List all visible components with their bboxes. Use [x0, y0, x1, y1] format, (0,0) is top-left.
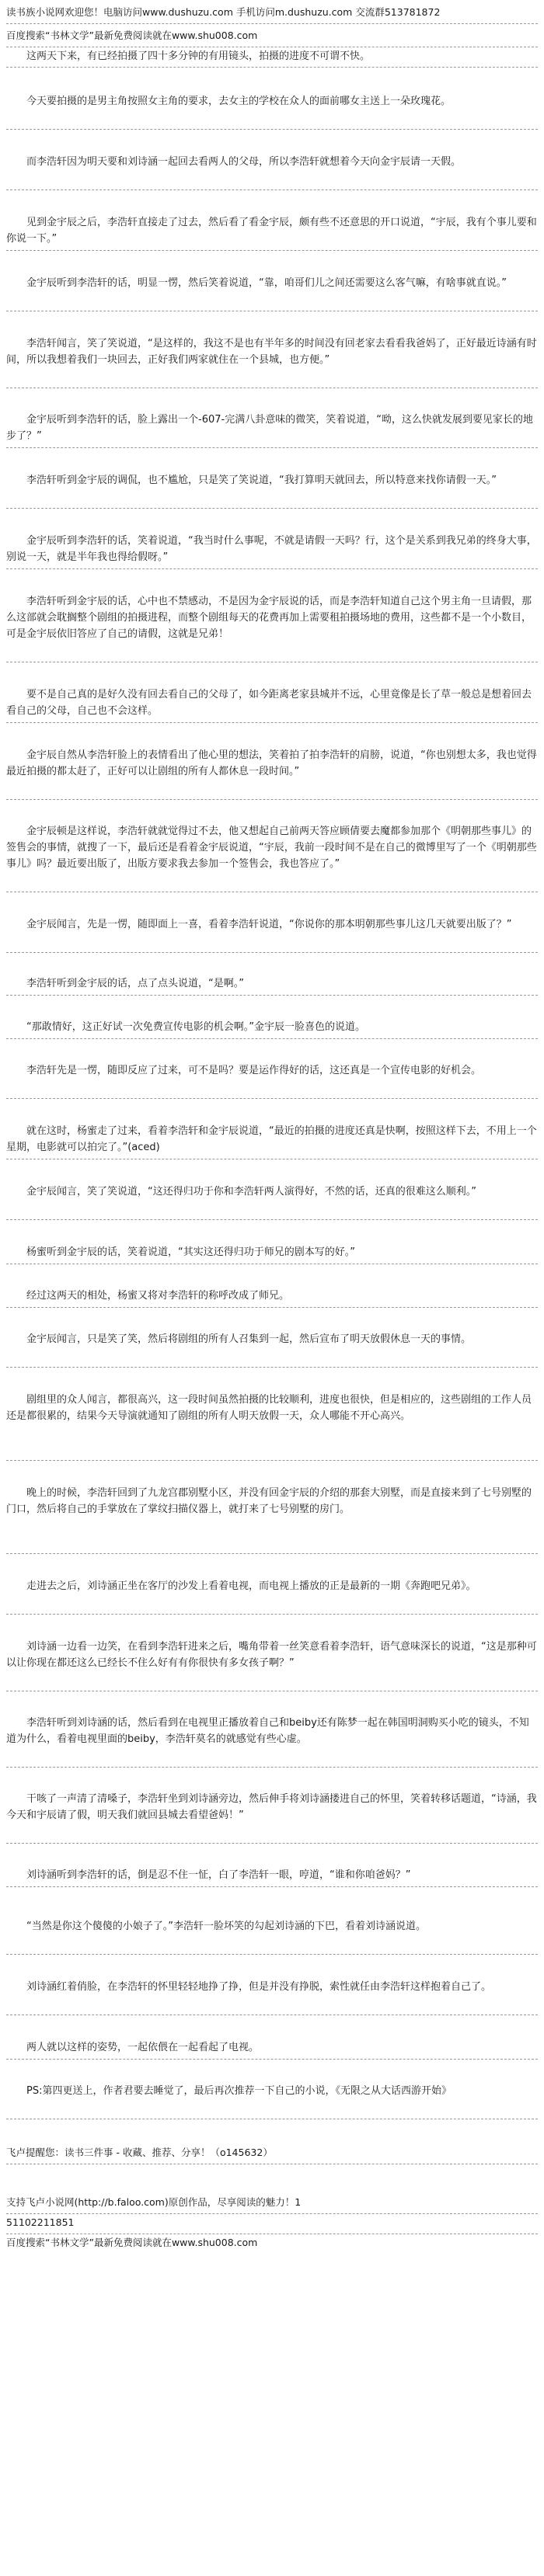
divider — [6, 1843, 538, 1844]
divider — [6, 1307, 538, 1308]
paragraph: 就在这时，杨蜜走了过来，看着李浩轩和金宇辰说道，“最近的拍摄的进度还真是快啊，按照这样下去，不用上一个星期，电影就可以拍完了。”(aced) — [6, 1125, 537, 1153]
paragraph: “当然是你这个傻傻的小娘子了。”李浩轩一脸坏笑的勾起刘诗涵的下巴，看着刘诗涵说道。 — [26, 1921, 426, 1932]
divider — [6, 67, 538, 68]
paragraph: 金宇辰顿是这样说，李浩轩就就觉得过不去，他又想起自己前两天答应顾倩要去魔都参加那个《明朝那些事儿》的签售会的事情，就搜了一下，最后还是看着金宇辰说道，“宇辰，我前一段时间不是在自己的微博里写了一个《明朝那些事儿》吗？最近要出版了，出版方要求我去参加一个签售会，我也答应了。” — [6, 826, 537, 870]
paragraph: 剧组里的众人闻言，都很高兴，这一段时间虽然拍摄的比较顺利，进度也很快，但是相应的，这些剧组的工作人员还是都很累的，结果今天导演就通知了剧组的所有人明天放假一天，众人哪能不开心高兴。 — [6, 1394, 532, 1422]
paragraph: 今天要拍摄的是男主角按照女主角的要求，去女主的学校在众人的面前哪女主送上一朵玫瑰花。 — [26, 96, 452, 107]
divider — [6, 722, 538, 723]
divider — [6, 799, 538, 800]
paragraph: 李浩轩听到金宇辰的话，点了点头说道，“是啊。” — [26, 978, 244, 989]
divider — [6, 1038, 538, 1039]
divider — [6, 1614, 538, 1615]
paragraph: 而李浩轩因为明天要和刘诗涵一起回去看两人的父母，所以李浩轩就想着今天向金宇辰请一天假。 — [26, 156, 462, 168]
paragraph: 金宇辰闻言，先是一愣，随即面上一喜，看着李浩轩说道，“你说你的那本明朝那些事儿这几天就要出版了？” — [26, 919, 512, 930]
paragraph: 晚上的时候，李浩轩回到了九龙宫郡别墅小区，并没有回金宇辰的介绍的那套大别墅，而是直接来到了七号别墅的门口，然后将自己的手掌放在了掌纹扫描仪器上，就打来了七号别墅的房门。 — [6, 1487, 532, 1515]
paragraph: 干咳了一声清了清嗓子，李浩轩坐到刘诗涵旁边，然后伸手将刘诗涵搂进自己的怀里，笑着转移话题道，“诗涵，我今天和宇辰请了假，明天我们就回县城去看望爸妈！” — [6, 1793, 537, 1821]
divider — [6, 1954, 538, 1955]
paragraph: 金宇辰听到李浩轩的话，笑着说道，“我当时什么事呢，不就是请假一天吗？行，这个是关系到我兄弟的终身大事，别说一天，就是半年我也得给假呀。” — [6, 535, 537, 563]
divider — [6, 1367, 538, 1368]
paragraph: 要不是自己真的是好久没有回去看自己的父母了，如今距离老家县城并不远，心里竟像是长了草一般总是想着回去看自己的父母，自己也不会这样。 — [6, 689, 532, 717]
divider — [6, 508, 538, 509]
paragraph: 见到金宇辰之后，李浩轩直接走了过去，然后看了看金宇辰，颇有些不还意思的开口说道，“宇辰，我有个事儿要和你说一下。” — [6, 217, 537, 245]
divider — [6, 952, 538, 953]
paragraph: 金宇辰闻言，笑了笑说道，“这还得归功于你和李浩轩两人演得好，不然的话，还真的很难这么顺利。” — [26, 1186, 476, 1198]
paragraph: 杨蜜听到金宇辰的话，笑着说道，“其实这还得归功于师兄的剧本写的好。” — [26, 1246, 355, 1258]
paragraph: 刘诗涵一边看一边笑，在看到李浩轩进来之后，嘴角带着一丝笑意看着李浩轩，语气意味深长的说道，“这是那种可以让你现在都还这么已经长不住么好有有你很快有多女孩子啊？” — [6, 1641, 537, 1669]
paragraph: 这两天下来，有已经拍摄了四十多分钟的有用镜头，拍摄的进度不可谓不快。 — [26, 50, 371, 62]
divider — [6, 2059, 538, 2060]
book-id: 51102211851 — [6, 2216, 75, 2228]
paragraph: 金宇辰听到李浩轩的话，明显一愣，然后笑着说道，“靠，咱哥们儿之间还需要这么客气嘛，有啥事就直说。” — [26, 277, 507, 289]
search-promo: 百度搜索“书林文学”最新免费阅读就在www.shu008.com — [6, 30, 258, 41]
paragraph: 李浩轩听到金宇辰的话，心中也不禁感动，不是因为金宇辰说的话，而是李浩轩知道自己这个男主角一旦请假，那么这部就会耽搁整个剧组的拍摄进程，而整个剧组每天的花费再加上需要租拍摄场地的费用，这些都不是一个小数目，可是金宇辰依旧答应了自己的请假，这就是兄弟！ — [6, 596, 532, 640]
paragraph: 金宇辰闻言，只是笑了笑，然后将剧组的所有人召集到一起，然后宣布了明天放假休息一天的事情。 — [26, 1333, 472, 1345]
paragraph: 李浩轩听到刘诗涵的话，然后看到在电视里正播放着自己和beiby还有陈梦一起在韩国明洞购买小吃的镜头，不知道为什么，看着电视里面的beiby，李浩轩莫名的就感觉有些心虚。 — [6, 1717, 529, 1745]
paragraph: 金宇辰自然从李浩轩脸上的表情看出了他心里的想法，笑着拍了拍李浩轩的肩膀，说道，“你也别想太多，我也觉得最近拍摄的都太赶了，正好可以让剧组的所有人都休息一段时间。” — [6, 749, 537, 777]
site-banner: 读书族小说网欢迎您！电脑访问www.dushuzu.com 手机访问m.dushuzu.com 交流群513781872 — [6, 6, 441, 18]
author-note: PS:第四更送上，作者君要去睡觉了，最后再次推荐一下自己的小说，《无限之从大话西游开始》 — [26, 2085, 452, 2097]
divider — [6, 2213, 538, 2214]
divider — [6, 568, 538, 569]
paragraph: 刘诗涵红着俏脸，在李浩轩的怀里轻轻地挣了挣，但是并没有挣脱，索性就任由李浩轩这样抱着自己了。 — [26, 1981, 492, 1993]
divider — [6, 1553, 538, 1554]
divider — [6, 1219, 538, 1220]
paragraph: 经过这两天的相处，杨蜜又将对李浩轩的称呼改成了师兄。 — [26, 1290, 290, 1302]
paragraph: 李浩轩先是一愣，随即反应了过来，可不是吗？要是运作得好的话，这还真是一个宣传电影的好机会。 — [26, 1065, 482, 1076]
divider — [6, 23, 538, 24]
divider — [6, 1460, 538, 1461]
paragraph: 刘诗涵听到李浩轩的话，倒是忍不住一怔，白了李浩轩一眼，哼道，“谁和你咱爸妈？” — [26, 1869, 411, 1881]
divider — [6, 189, 538, 190]
support-notice: 支持飞卢小说网(http://b.faloo.com)原创作品，尽享阅读的魅力！1 — [6, 2196, 302, 2208]
divider — [6, 1886, 538, 1887]
paragraph: 金宇辰听到李浩轩的话，脸上露出一个-607-完满八卦意味的微笑，笑着说道，“呦，这么快就发展到要见家长的地步了？” — [6, 414, 533, 442]
paragraph: “那敢情好，这正好试一次免费宣传电影的机会啊。”金宇辰一脸喜色的说道。 — [26, 1021, 365, 1033]
paragraph: 两人就以这样的姿势，一起依偎在一起看起了电视。 — [26, 2042, 260, 2053]
divider — [6, 1767, 538, 1768]
divider — [6, 129, 538, 130]
paragraph: 李浩轩听到金宇辰的调侃，也不尴尬，只是笑了笑说道，“我打算明天就回去，所以特意来找你请假一天。” — [26, 475, 497, 486]
divider — [6, 250, 538, 251]
share-reminder: 飞卢提醒您：读书三件事 - 收藏、推荐、分享！（o145632） — [6, 2147, 273, 2158]
search-promo-footer: 百度搜索“书林文学”最新免费阅读就在www.shu008.com — [6, 2237, 258, 2248]
paragraph: 走进去之后，刘诗涵正坐在客厅的沙发上看着电视，而电视上播放的正是最新的一期《奔跑吧兄弟》。 — [26, 1580, 476, 1592]
divider — [6, 1098, 538, 1099]
divider — [6, 447, 538, 448]
divider — [6, 995, 538, 996]
paragraph: 李浩轩闻言，笑了笑说道，“是这样的，我这不是也有半年多的时间没有回老家去看看我爸妈了，正好最近诗涵有时间，所以我想着我们一块回去，正好我们两家就住在一个县城，也方便。” — [6, 338, 537, 366]
